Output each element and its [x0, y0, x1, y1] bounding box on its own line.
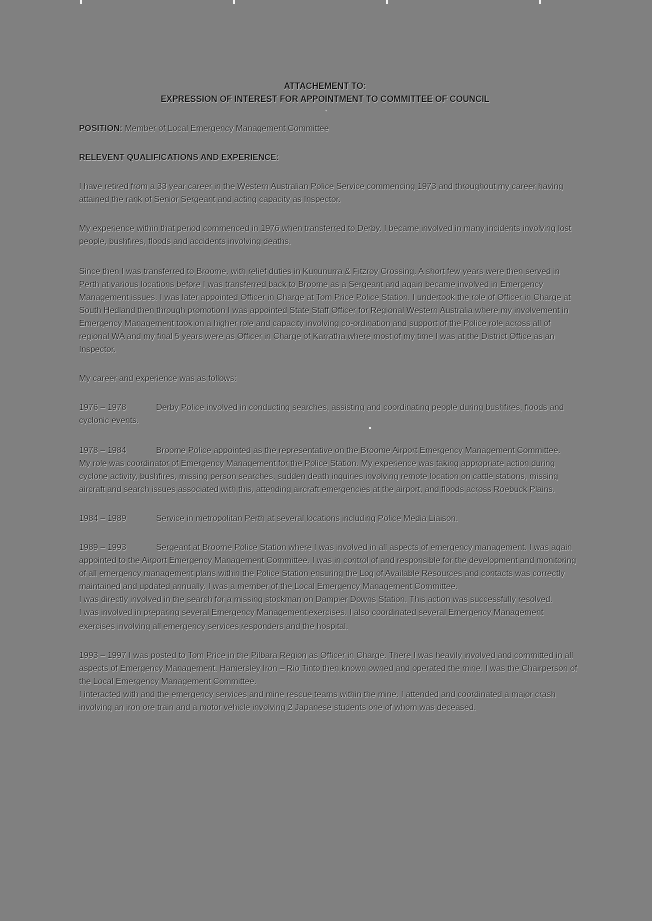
entry-years: 1978 – 1984	[79, 444, 127, 455]
qualifications-heading: RELEVENT QUALIFICATIONS AND EXPERIENCE:	[79, 152, 280, 163]
scan-mark	[80, 0, 82, 4]
scan-mark	[233, 0, 235, 4]
career-entry	[79, 649, 579, 714]
position-value: Member of Local Emergency Management Committee	[124, 123, 329, 133]
doc-subtitle: EXPRESSION OF INTEREST FOR APPOINTMENT TO COMMITTEE OF COUNCIL	[160, 94, 490, 104]
entry-text: Service in metropolitan Perth at several locations including Police Media Liaison.	[156, 512, 459, 523]
paragraph-derby: My experience within that period commenced in 1976 when transferred to Derby. I became involved in many incidents involving lost people, bushfires, floods and accidents involving deaths.	[79, 223, 572, 247]
doc-title: ATTACHEMENT TO:	[283, 81, 367, 91]
paragraph-career-summary: I have retired from a 33 year career in the Western Australian Police Service commencing 1973 and throughout my career having attained the rank of Senior Sergeant and acting capacity as Inspector.	[79, 181, 564, 205]
entry-years: 1976 – 1978	[79, 402, 127, 413]
career-entry	[79, 541, 579, 633]
document-body	[79, 80, 579, 714]
entry-text: Broome Police appointed as the representative on the Broome Airport Emergency Management Committee.	[156, 444, 561, 455]
entry-text: I was posted to Tom Price in the Pilbara Region as Officer in Charge. There I was heavily involved and committed in all aspects of Emergency Management. Hamersley Iron – Rio Tinto then known owned and operated the mine. I was the Chairperson of the Local Emergency Management Committee.	[79, 649, 578, 686]
entry-years: 1984 – 1989	[79, 512, 127, 523]
scan-mark	[539, 0, 541, 4]
paragraph-career-intro: My career and experience was as follows:	[79, 373, 237, 384]
entry-years: 1989 – 1993	[79, 541, 127, 552]
entry-text: My role was coordinator of Emergency Management for the Police Station. My experience was taking appropriate action during cyclone activity, bushfires, missing person searches, sudden death inquiries involving remote location on cattle stations, missing aircraft and search issues associated with this, attending aircraft emergencies at the airport, and floods across Roebuck Plains.	[79, 457, 559, 494]
entry-text: I was involved in preparing several Emergency Management exercises. I also coordinated several Emergency Management exercises involving all emergency services responders and the hospital.	[79, 607, 544, 631]
entry-years: 1993 – 1997	[79, 649, 127, 660]
entry-text: I interacted with and the emergency services and mine rescue teams within the mine. I attended and coordinated a major crash involving an iron ore train and a motor vehicle involving 2 Japanese students one of whom was deceased.	[79, 688, 556, 712]
career-entry	[79, 401, 579, 427]
position-line	[79, 122, 579, 135]
career-entry	[79, 444, 579, 496]
entry-text: Sergeant at Broome Police Station where I was involved in all aspects of emergency management. I was again appointed to the Airport Emergency Management Committee. I was in control of and responsible for the development and monitoring of all emergency management plans within the Police Station ensuring the Log of Available Resources and contacts was correctly maintained and updated annually. I was a member of the Local Emergency Management Committee.	[79, 541, 577, 592]
scan-speck: ·	[325, 108, 327, 114]
position-label: POSITION:	[79, 123, 123, 133]
entry-text: Derby Police involved in conducting searches, assisting and coordinating people during bushfires, floods and cyclonic events.	[79, 402, 564, 426]
entry-text: I was directly involved in the search for a missing stockman on Dampier Downs Station. This action was successfully resolved.	[79, 594, 553, 605]
career-entry	[79, 512, 579, 525]
scan-mark	[386, 0, 388, 4]
paragraph-transfers: Since then I was transferred to Broome, with relief duties in Kununurra & Fitzroy Crossing. A short few years were then served in Perth at various locations before I was transferred back to Broome as a Sergeant and again became involved in Emergency Management issues. I was later appointed Officer in Charge at Tom Price Police Station. I undertook the role of Officer in Charge at South Hedland then through promotion I was appointed State Staff Officer for Regional Western Australia where my involvement in Emergency Management took on a higher role and capacity involving co-ordination and support of the Police role across all of regional WA and my final 5 years were as Officer in Charge of Karratha where most of my time I was at the District Office as an Inspector.	[79, 265, 571, 355]
